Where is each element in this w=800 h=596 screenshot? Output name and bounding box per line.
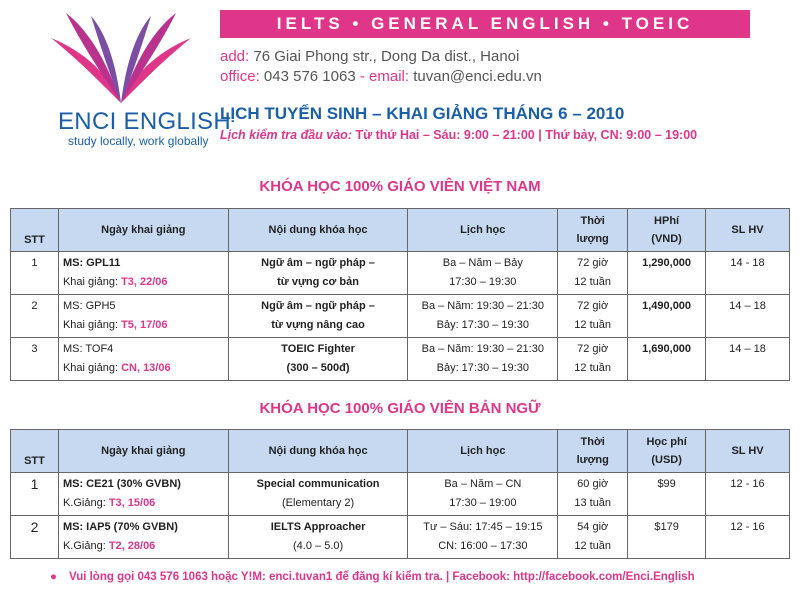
- row-duration: 60 giờ 13 tuần: [558, 473, 628, 516]
- butterfly-logo-icon: [46, 8, 196, 108]
- entry-test-schedule: [220, 128, 697, 142]
- row-duration: 72 giờ 12 tuần: [558, 252, 628, 295]
- header-students: SL HV: [706, 209, 790, 252]
- table-row: [11, 338, 790, 381]
- row-fee: 1,690,000: [628, 338, 706, 381]
- entry-test-value: Từ thứ Hai – Sáu: 9:00 – 21:00 | Thứ bảy, CN: 9:00 – 19:00: [355, 128, 698, 142]
- row-fee: $99: [628, 473, 706, 516]
- brand-name: ENCI ENGLISH: [58, 108, 231, 135]
- schedule-title: LỊCH TUYỂN SINH – KHAI GIẢNG THÁNG 6 – 2010: [220, 104, 625, 123]
- row-start: MS: IAP5 (70% GVBN) K.Giảng: T2, 28/06: [58, 516, 228, 559]
- header-fee: HPhí (VND): [628, 209, 706, 252]
- row-start: MS: TOF4 Khai giảng: CN, 13/06: [58, 338, 228, 381]
- header-start-date: Ngày khai giảng: [58, 209, 228, 252]
- table-row: [11, 295, 790, 338]
- row-students: 12 - 16: [706, 516, 790, 559]
- row-content: Ngữ âm – ngữ pháp – từ vựng cơ bản: [228, 252, 408, 295]
- table-row: [11, 473, 790, 516]
- office-phone: 043 576 1063: [263, 68, 356, 85]
- header-start-date: Ngày khai giảng: [58, 430, 228, 473]
- row-duration: 72 giờ 12 tuần: [558, 338, 628, 381]
- native-teacher-table: [10, 429, 790, 559]
- table-row: [11, 516, 790, 559]
- row-students: 14 – 18: [706, 338, 790, 381]
- row-duration: 54 giờ 12 tuần: [558, 516, 628, 559]
- row-stt: 3: [11, 338, 59, 381]
- footer-note: [50, 571, 695, 583]
- header-content: Nội dung khóa học: [228, 430, 408, 473]
- row-fee: 1,490,000: [628, 295, 706, 338]
- email-label: - email:: [359, 68, 410, 85]
- row-fee: 1,290,000: [628, 252, 706, 295]
- header-content: Nội dung khóa học: [228, 209, 408, 252]
- header-schedule: Lịch học: [408, 209, 558, 252]
- table-row: [11, 252, 790, 295]
- table-header-row: [11, 209, 790, 252]
- row-students: 14 - 18: [706, 252, 790, 295]
- row-stt: 2: [11, 295, 59, 338]
- row-students: 12 - 16: [706, 473, 790, 516]
- table-header-row: [11, 430, 790, 473]
- row-stt: 1: [11, 252, 59, 295]
- header-stt: STT: [11, 430, 59, 473]
- enci-logo: [28, 8, 231, 148]
- entry-test-label: Lịch kiểm tra đầu vào:: [220, 128, 352, 142]
- row-content: Special communication (Elementary 2): [228, 473, 408, 516]
- header-students: SL HV: [706, 430, 790, 473]
- row-content: Ngữ âm – ngữ pháp – từ vựng nâng cao: [228, 295, 408, 338]
- address-label: add:: [220, 48, 250, 65]
- row-start: MS: CE21 (30% GVBN) K.Giảng: T3, 15/06: [58, 473, 228, 516]
- row-content: TOEIC Fighter (300 – 500đ): [228, 338, 408, 381]
- address-line: [220, 48, 519, 65]
- row-content: IELTS Approacher (4.0 – 5.0): [228, 516, 408, 559]
- bullet-icon: ●: [50, 571, 57, 583]
- header-duration: Thời lượng: [558, 209, 628, 252]
- row-duration: 72 giờ 12 tuần: [558, 295, 628, 338]
- table2-title: KHÓA HỌC 100% GIÁO VIÊN BẢN NGỮ: [259, 400, 541, 417]
- header-duration: Thời lượng: [558, 430, 628, 473]
- row-schedule: Tư – Sáu: 17:45 – 19:15 CN: 16:00 – 17:30: [408, 516, 558, 559]
- row-schedule: Ba – Năm – CN 17:30 – 19:00: [408, 473, 558, 516]
- office-label: office:: [220, 68, 260, 85]
- row-start: MS: GPH5 Khai giảng: T5, 17/06: [58, 295, 228, 338]
- email-value: tuvan@enci.edu.vn: [413, 68, 542, 85]
- vietnamese-teacher-table: [10, 208, 790, 381]
- header-fee: Học phí (USD): [628, 430, 706, 473]
- row-fee: $179: [628, 516, 706, 559]
- office-line: [220, 68, 542, 85]
- table1-title: KHÓA HỌC 100% GIÁO VIÊN VIỆT NAM: [259, 178, 541, 195]
- address-value: 76 Giai Phong str., Dong Da dist., Hanoi: [253, 48, 520, 65]
- row-schedule: Ba – Năm – Bảy 17:30 – 19:30: [408, 252, 558, 295]
- row-schedule: Ba – Năm: 19:30 – 21:30 Bảy: 17:30 – 19:30: [408, 295, 558, 338]
- row-stt: 1: [11, 473, 59, 516]
- course-banner: IELTS • GENERAL ENGLISH • TOEIC: [220, 10, 750, 38]
- brand-tagline: study locally, work globally: [68, 134, 209, 148]
- row-start: MS: GPL11 Khai giảng: T3, 22/06: [58, 252, 228, 295]
- footer-text: Vui lòng gọi 043 576 1063 hoặc Y!M: enci.tuvan1 để đăng kí kiểm tra. | Facebook: http://facebook.com/Enci.English: [68, 571, 695, 583]
- row-stt: 2: [11, 516, 59, 559]
- header-stt: STT: [11, 209, 59, 252]
- row-students: 14 – 18: [706, 295, 790, 338]
- row-schedule: Ba – Năm: 19:30 – 21:30 Bảy: 17:30 – 19:30: [408, 338, 558, 381]
- header-schedule: Lịch học: [408, 430, 558, 473]
